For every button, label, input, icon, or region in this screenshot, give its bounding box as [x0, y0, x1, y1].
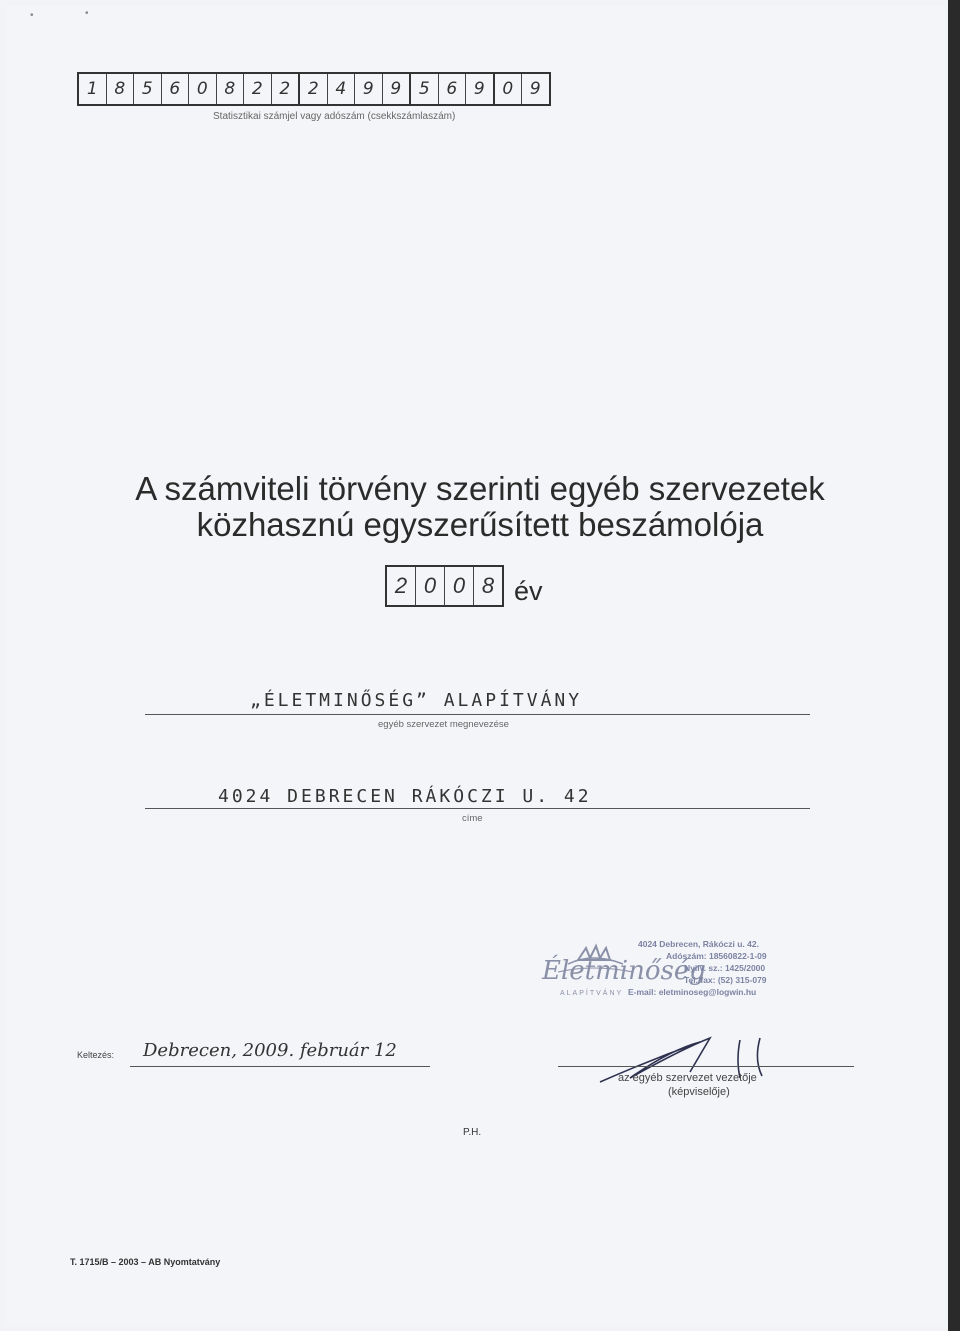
tax-id-digit: 6 — [439, 74, 467, 104]
year-digit: 2 — [387, 567, 416, 605]
tax-id-digit: 5 — [134, 74, 162, 104]
tax-id-digit: 5 — [411, 74, 439, 104]
scan-edge — [948, 0, 960, 1331]
year-row — [385, 565, 543, 607]
place-date-value: Debrecen, 2009. február 12 — [143, 1040, 397, 1061]
tax-id-group — [79, 74, 298, 104]
stamp-phone: Tel./fax: (52) 315-079 — [684, 975, 767, 985]
tax-id-digit: 6 — [162, 74, 190, 104]
tax-id-digit: 9 — [529, 79, 541, 99]
year-label: év — [514, 575, 543, 606]
stamp-details — [628, 938, 767, 998]
stamp-tax-id: Adószám: 18560822-1-09 — [666, 951, 767, 961]
tax-id-group — [298, 74, 409, 104]
address-line — [145, 808, 810, 809]
tax-id-digit: 9 — [355, 74, 383, 104]
stamp-logo-sub: ALAPÍTVÁNY — [560, 990, 624, 997]
stamp-logo-text: Életminőség — [542, 956, 706, 986]
address-caption: címe — [462, 813, 483, 824]
tax-id-digit: 9 — [473, 79, 485, 99]
tax-id-group — [409, 74, 493, 104]
organization-stamp — [538, 930, 798, 1020]
scan-speck: • — [30, 10, 34, 21]
tax-id-digit: 8 — [107, 74, 135, 104]
scan-speck: • — [85, 8, 89, 19]
organization-line — [145, 714, 810, 715]
tax-id-digit: 1 — [79, 74, 107, 104]
organization-name: „ÉLETMINŐSÉG” ALAPÍTVÁNY — [250, 690, 583, 711]
ph-label: P.H. — [463, 1127, 482, 1138]
year-digit: 8 — [481, 573, 495, 598]
tax-id-digit: 0 — [495, 74, 523, 104]
tax-id-digit: 0 — [189, 74, 217, 104]
form-footer: T. 1715/B – 2003 – AB Nyomtatvány — [70, 1257, 221, 1267]
signature-caption-2: (képviselője) — [668, 1086, 730, 1098]
form-title-line1: A számviteli törvény szerinti egyéb szervezetek — [135, 470, 825, 507]
stamp-registry: Nyilv. sz.: 1425/2000 — [684, 963, 766, 973]
year-digit: 0 — [416, 567, 445, 605]
signature-caption-1: az egyéb szervezet vezetője — [618, 1072, 757, 1084]
organization-caption: egyéb szervezet megnevezése — [378, 719, 509, 730]
year-boxes — [385, 565, 504, 607]
tax-id-caption: Statisztikai számjel vagy adószám (csekkszámlaszám) — [213, 111, 456, 122]
tax-id-digit: 2 — [300, 74, 328, 104]
address-text: 4024 DEBRECEN RÁKÓCZI U. 42 — [218, 786, 592, 807]
tax-id-digit: 9 — [390, 79, 402, 99]
stamp-address: 4024 Debrecen, Rákóczi u. 42. — [638, 939, 759, 949]
place-date-label: Keltezés: — [77, 1050, 115, 1060]
tax-id-group — [493, 74, 549, 104]
tax-id-digit: 2 — [279, 79, 291, 99]
year-digit: 0 — [445, 567, 474, 605]
tax-id-digit: 8 — [217, 74, 245, 104]
signature-line — [558, 1066, 854, 1067]
form-title-line2: közhasznú egyszerűsített beszámolója — [196, 506, 764, 543]
stamp-email: E-mail: eletminoseg@logwin.hu — [628, 987, 757, 997]
tax-id-boxes — [77, 72, 551, 106]
tax-id-digit: 2 — [244, 74, 272, 104]
place-date-line — [130, 1066, 430, 1067]
tax-id-digit: 4 — [328, 74, 356, 104]
